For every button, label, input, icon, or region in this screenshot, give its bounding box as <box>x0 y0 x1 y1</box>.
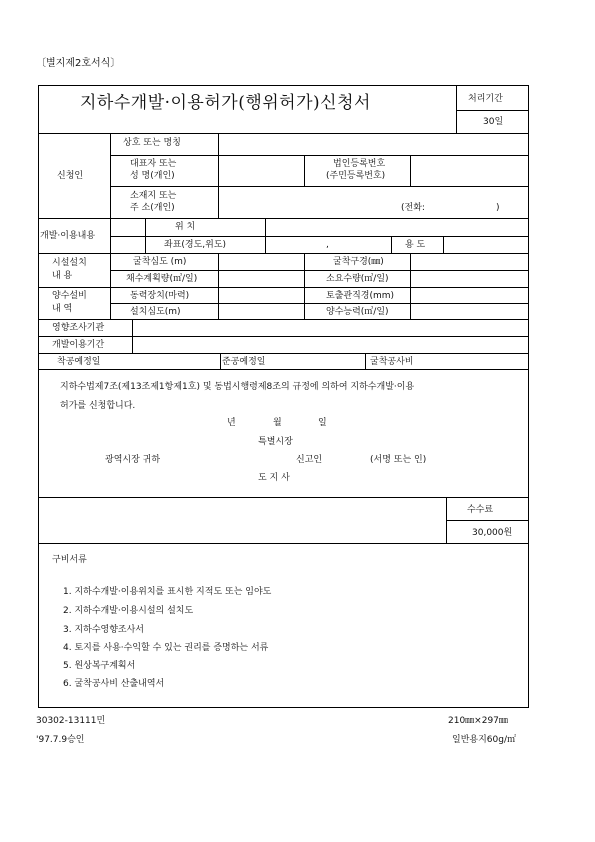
install-depth-field[interactable] <box>219 304 303 318</box>
processing-label: 처리기간 <box>468 94 503 104</box>
address-label-1: 소재지 또는 <box>130 191 177 201</box>
page-title: 지하수개발·이용허가(행위허가)신청서 <box>80 93 371 113</box>
completion-date-label: 준공예정일 <box>222 357 266 367</box>
footer-code: 30302-13111민 <box>36 716 106 726</box>
fee-value: 30,000원 <box>472 528 513 538</box>
address-label-2: 주 소(개인) <box>130 203 175 213</box>
date-month-label: 월 <box>273 418 282 428</box>
purpose-label: 용 도 <box>405 240 426 250</box>
documents-title: 구비서류 <box>52 555 87 565</box>
extraction-plan-field[interactable] <box>219 271 303 286</box>
facility-section-label-2: 내 용 <box>52 271 73 281</box>
water-demand-label: 소요수량(㎥/일) <box>326 274 389 284</box>
phone-label: (전화: <box>401 203 425 213</box>
drill-depth-field[interactable] <box>219 254 303 269</box>
pump-section-label-2: 내 역 <box>52 304 73 314</box>
document-item-5: 5. 원상복구계획서 <box>63 661 136 671</box>
drill-diameter-label: 굴착구경(㎜) <box>333 257 384 267</box>
company-name-field[interactable] <box>219 134 455 154</box>
date-year-label: 년 <box>227 418 236 428</box>
footer-paper: 일반용지60g/㎡ <box>452 735 516 745</box>
phone-field[interactable] <box>430 199 490 215</box>
corp-number-label-2: (주민등록번호) <box>326 171 386 181</box>
discharge-pipe-field[interactable] <box>411 288 527 302</box>
applicant-section-label: 신청인 <box>57 171 84 181</box>
completion-date-field[interactable] <box>280 354 364 368</box>
drill-cost-label: 굴착공사비 <box>370 357 414 367</box>
facility-section-label-1: 시설설치 <box>52 258 87 268</box>
document-item-1: 1. 지하수개발·이용위치를 표시한 지적도 또는 임야도 <box>63 587 272 597</box>
drill-cost-field[interactable] <box>420 354 527 368</box>
extraction-plan-label: 채수계획량(㎥/일) <box>126 274 198 284</box>
date-day-label: 일 <box>318 418 327 428</box>
start-date-label: 착공예정일 <box>57 357 101 367</box>
statement-line-1: 지하수법제7조(제13조제1항제1호) 및 동법시행령제8조의 규정에 의하여 지하수개발·이용 <box>60 382 415 392</box>
drill-depth-label: 굴착심도 (m) <box>133 257 187 267</box>
applicant-sign-label: 신고인 <box>296 455 323 465</box>
start-date-field[interactable] <box>132 354 219 368</box>
corp-number-field[interactable] <box>411 156 527 185</box>
statement-line-2: 허가를 신청합니다. <box>60 401 136 411</box>
pump-capacity-field[interactable] <box>411 304 527 318</box>
footer-approved: '97.7.9승인 <box>36 735 85 745</box>
purpose-field[interactable] <box>444 237 527 252</box>
coord-label: 좌표(경도,위도) <box>164 240 227 250</box>
survey-agency-label: 영향조사기관 <box>52 323 105 333</box>
representative-field[interactable] <box>219 156 303 185</box>
metro-mayor-recipient: 광역시장 귀하 <box>105 455 161 465</box>
water-demand-field[interactable] <box>411 271 527 286</box>
document-item-6: 6. 굴착공사비 산출내역서 <box>63 679 165 689</box>
power-unit-field[interactable] <box>219 288 303 302</box>
representative-label-2: 성 명(개인) <box>130 171 175 181</box>
coord-separator: , <box>326 240 329 250</box>
signature-note: (서명 또는 인) <box>370 455 427 465</box>
drill-diameter-field[interactable] <box>411 254 527 269</box>
special-city-mayor: 특별시장 <box>258 437 293 447</box>
install-depth-label: 설치심도(m) <box>130 307 181 317</box>
address-field[interactable] <box>219 187 399 217</box>
processing-value: 30일 <box>483 117 504 127</box>
location-field[interactable] <box>266 219 527 235</box>
representative-label-1: 대표자 또는 <box>130 159 177 169</box>
fee-label: 수수료 <box>467 505 494 515</box>
document-item-2: 2. 지하수개발·이용시설의 설치도 <box>63 606 194 616</box>
survey-agency-field[interactable] <box>133 320 527 335</box>
pump-section-label-1: 양수설비 <box>52 291 87 301</box>
pump-capacity-label: 양수능력(㎥/일) <box>326 307 389 317</box>
location-label: 위 치 <box>175 222 196 232</box>
company-name-label: 상호 또는 명칭 <box>123 138 181 148</box>
footer-size: 210㎜×297㎜ <box>448 716 508 726</box>
document-item-4: 4. 토지를 사용·수익할 수 있는 권리를 증명하는 서류 <box>63 643 269 653</box>
power-unit-label: 동력장치(마력) <box>130 291 190 301</box>
usage-section-label: 개발·이용내용 <box>40 231 96 241</box>
form-label: 〔별지제2호서식〕 <box>36 58 121 69</box>
usage-period-field[interactable] <box>133 337 527 352</box>
corp-number-label-1: 법인등록번호 <box>333 159 386 169</box>
applicant-name-field[interactable] <box>335 452 367 466</box>
governor-label: 도 지 사 <box>258 473 290 483</box>
document-item-3: 3. 지하수영향조사서 <box>63 625 145 635</box>
phone-close: ) <box>496 203 500 213</box>
discharge-pipe-label: 토출관직경(mm) <box>326 291 395 301</box>
usage-period-label: 개발이용기간 <box>52 340 105 350</box>
